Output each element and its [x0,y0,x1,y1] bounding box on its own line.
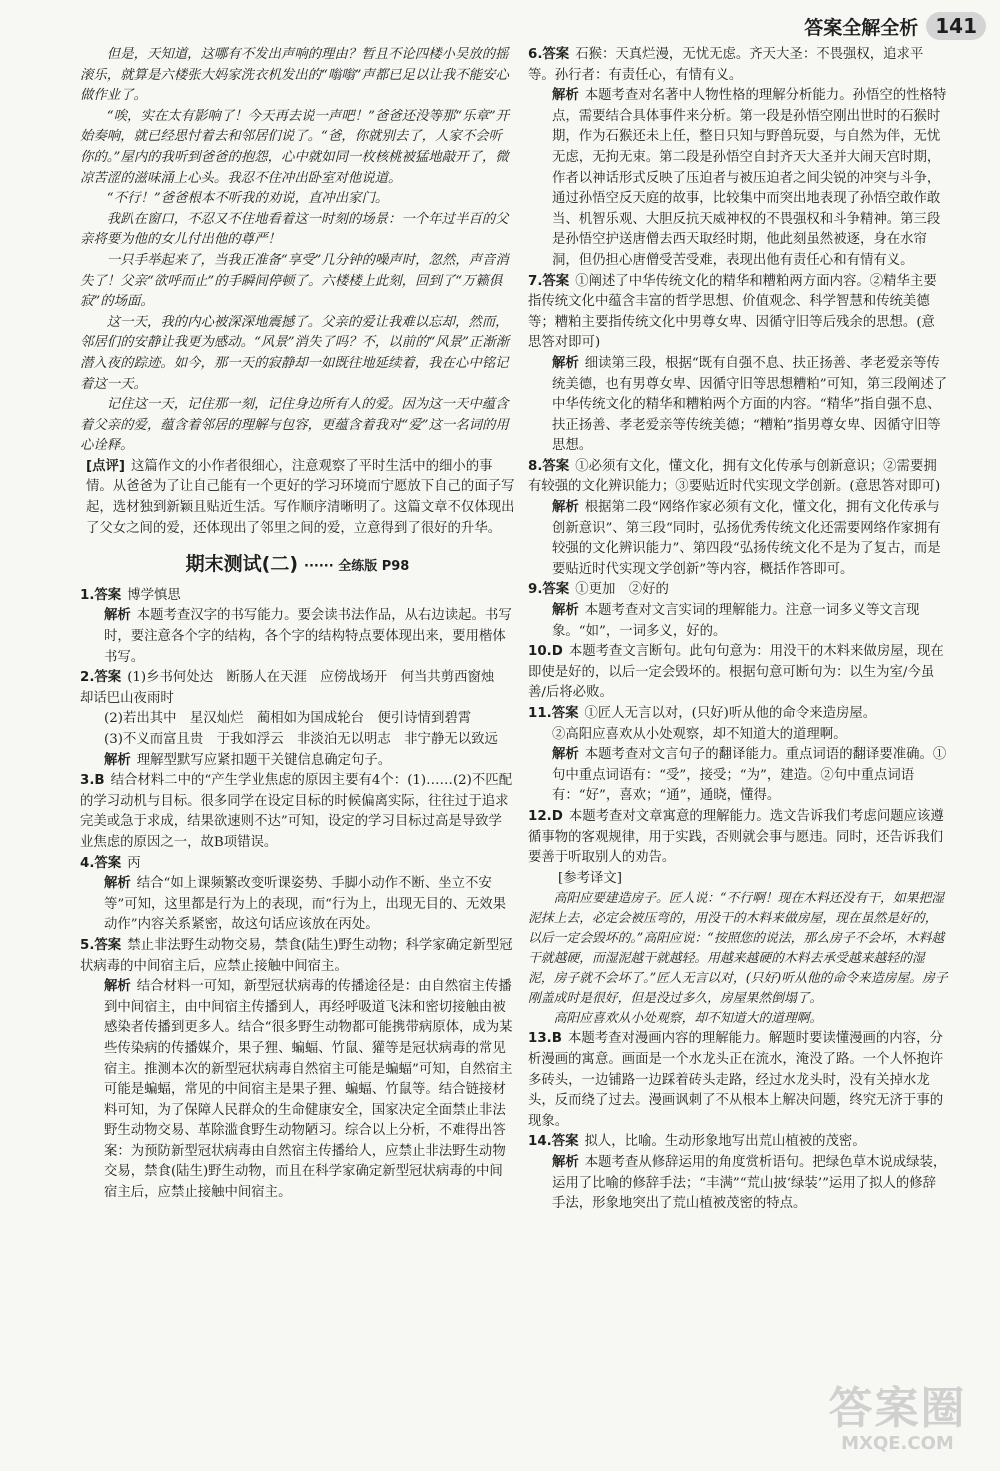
answer-text: 石猴：天真烂漫，无忧无虑。齐天大圣：不畏强权，追求平等。孙行者：有责任心，有情有义。 [528,47,924,83]
answer-label: 解析 [104,608,131,624]
right-answer-list [528,45,948,869]
answer-line [528,1153,948,1215]
answer-line [528,725,948,746]
comment-block [80,457,515,539]
answer-line [528,1132,948,1153]
answer-text: 本题考查对文言句子的翻译能力。重点词语的翻译要准确。①句中重点词语有：“受”，接受；“为”，建造。②句中重点词语有：“好”，喜欢；“通”，通晓，懂得。 [552,747,947,804]
answer-label: 7.答案 [528,273,570,289]
answer-text: 本题考查从修辞运用的角度赏析语句。把绿色草木说成绿装，运用了比喻的修辞手法；“丰满”“荒山披‘绿装’”运用了拟人的修辞手法，形象地突出了荒山植被茂密的特点。 [552,1154,947,1212]
answer-line [80,874,515,936]
answer-text: 结合“如上课频繁改变听课姿势、手脚小动作不断、坐立不安等”可知，这里都是行为上的表现，而“行为上，出现无目的、无效果动作”内容关系紧密，故这句话应该放在丙处。 [104,876,507,933]
answer-line [528,745,948,807]
essay-paragraph: 但是，天知道，这哪有不发出声响的理由？暂且不论四楼小吴放的摇滚乐，就算是六楼张大妈家洗衣机发出的“嗡嗡”声都已足以让我不能安心做作业了。 [80,47,509,104]
answer-label: 3.B [80,773,105,789]
answer-text: (2)若出其中 星汉灿烂 蔺相如为国成轮台 便引诗情到碧霄 [104,711,472,727]
essay-paragraph: “唉，实在太有影响了！今天再去说一声吧！”爸爸还没等那“乐章”开始奏响，就已经思忖着去和邻居们说了。“爸，你就别去了，人家不会听你的。”屋内的我听到爸爸的抱怨，心中就如同一枚核桃被猛地敲开了，微凉苦涩的滋味涌上心头。我忍不住冲出卧室对他说道。 [80,108,510,186]
essay-paragraph: “不行！”爸爸根本不听我的劝说，直冲出家门。 [106,191,389,207]
essay-paragraph: 这一天，我的内心被深深地震撼了。父亲的爱让我难以忘却，然而，邻居们的安静让我更为感动。“风景”消失了吗？不，以前的“风景”正渐渐潜入夜的踪迹。如今，那一天的寂静却一如既往地延续着，我在心中铭记着这一天。 [80,314,510,392]
answer-text: 本题考查对文章寓意的理解能力。选文告诉我们考虑问题应该遵循事物的客观规律，用于实践，否则就会事与愿违。同时，还告诉我们要善于听取别人的劝告。 [528,808,944,866]
page-number: 141 [926,12,986,40]
answer-label: 9.答案 [528,582,570,598]
answer-label: 2.答案 [80,670,122,686]
watermark-site: MXQE.COM [841,1433,954,1454]
answer-label: 14.答案 [528,1134,579,1150]
answer-line [528,272,948,354]
comment-text: 这篇作文的小作者很细心，注意观察了平时生活中的细小的事情。从爸爸为了让自己能有一个更好的学习环境而宁愿放下自己的面子写起，选材独到新颖且贴近生活。写作顺序清晰明了。这篇文章不仅体现出了父女之间的爱，还体现出了邻里之间的爱，立意得到了很好的升华。 [86,458,515,536]
left-answer-list [80,586,515,1204]
answer-label: 12.D [528,808,563,824]
answer-line [528,1029,948,1132]
answer-line [80,936,515,977]
answer-text: 本题考查对漫画内容的理解能力。解题时要读懂漫画的内容，分析漫画的寓意。画面是一个水龙头正在流水，淹没了路。一个人怀抱许多砖头，一边铺路一边踩着砖头走路，经过水龙头时，没有关掉水龙头，反而绕了过去。漫画讽刺了不从根本上解决问题，终究无济于事的现象。 [528,1031,944,1129]
answer-label: 4.答案 [80,855,122,871]
essay-paragraph: 记住这一天，记住那一刻，记住身边所有人的爱。因为这一天中蕴含着父亲的爱，蕴含着邻居的理解与包容，更蕴含着我对“爱”这一名词的用心诠释。 [80,397,509,454]
answer-line [528,86,948,271]
answer-text: 博学慎思 [127,587,181,603]
answer-text: 结合材料一可知，新型冠状病毒的传播途径是：由自然宿主传播到中间宿主，由中间宿主传播到人，再经呼吸道飞沫和密切接触由被感染者传播到更多人。结合“很多野生动物都可能携带病原体，成为某些传染病的传播媒介，果子狸、蝙蝠、竹鼠、獾等是冠状病毒的常见宿主。推测本次的新型冠状病毒自然宿主可能是蝙蝠”可知，自然宿主可能是蝙蝠，常见的中间宿主是果子狸、蝙蝠、竹鼠等。结合链接材料可知，为了保障人民群众的生命健康安全，国家决定全面禁止非法野生动物交易、革除滥食野生动物陋习。综合以上分析，不难得出答案：为预防新型冠状病毒由自然宿主传播给人，应禁止非法野生动物交易，禁食(陆生)野生动物，而且在科学家确定新型冠状病毒的中间宿主后，应禁止接触中间宿主。 [104,979,513,1201]
answer-label: 1.答案 [80,587,122,603]
answer-label: 解析 [104,979,131,995]
section-title-text: 期末测试(二) [185,553,299,576]
answer-label: 解析 [552,500,579,516]
answer-text: 理解型默写应紧扣题干关键信息确定句子。 [136,752,392,768]
comment-label: [点评] [86,458,126,474]
answer-label: 6.答案 [528,47,570,62]
answer-text: (1)乡书何处达 断肠人在天涯 应傍战场开 何当共剪西窗烛 却话巴山夜雨时 [80,670,508,706]
header-title: 答案全解全析 [804,16,919,39]
essay-paragraph: 一只手举起来了，当我正准备“享受”几分钟的噪声时，忽然，声音消失了！父亲“欲呼而止”的手瞬间停顿了。六楼楼上此刻，回到了“万籁俱寂”的场面。 [80,252,509,310]
answer-text: ②高阳应喜欢从小处观察，却不知道大的道理啊。 [552,726,847,742]
watermark-logo [815,1385,980,1463]
section-title [80,554,515,578]
answer-line [80,668,515,709]
answer-line [528,807,948,869]
answer-line [528,580,948,601]
answer-line [80,730,515,751]
answer-text: ①阐述了中华传统文化的精华和糟粕两方面内容。②精华主要指传统文化中蕴含丰富的哲学思想、价值观念、科学智慧和传统美德等；糟粕主要指传统文化中男尊女卑、因循守旧等后残余的思想。(意思答对即可) [528,273,937,351]
answer-line [80,854,515,875]
answer-label: 解析 [104,876,131,892]
section-ref: ······ 全练版 P98 [304,559,410,575]
answer-label: 5.答案 [80,937,122,953]
answer-label: 解析 [552,88,579,104]
answer-line [80,751,515,772]
answer-line [528,704,948,725]
page-header [804,12,986,40]
answer-label: 解析 [552,1154,579,1170]
answer-text: 本题考查汉字的书写能力。要会读书法作品，从右边读起。书写时，要注意各个字的结构，各个字的结构特点要体现出来，要用楷体书写。 [104,608,512,665]
answer-text: 本题考查文言断句。此句句意为：用没干的木料来做房屋，现在即使是好的，以后一定会毁坏的。根据句意可断句为：以生为室/今虽善/后将必败。 [528,644,944,701]
answer-label: 解析 [552,747,579,763]
right-answer-list-2 [528,1029,948,1214]
answer-label: 13.B [528,1031,562,1047]
answer-line [528,45,948,86]
answer-text: ①匠人无言以对，(只好)听从他的命令来造房屋。 [584,706,877,721]
answer-text: (3)不义而富且贵 于我如浮云 非淡泊无以明志 非宁静无以致远 [104,732,498,747]
translation-paragraph: 高阳应喜欢从小处观察，却不知道大的道理啊。 [553,1011,823,1027]
answer-line [528,601,948,642]
left-column [80,45,515,1204]
answer-line [528,354,948,457]
essay-paragraph: 我趴在窗口，不忍又不住地看着这一时刻的场景：一个年过半百的父亲将要为他的女儿付出他的尊严！ [80,211,509,248]
answer-text: ①必须有文化，懂文化，拥有文化传承与创新意识；②需要拥有较强的文化辨识能力；③要贴近时代实现文学创新。(意思答对即可) [528,458,941,495]
answer-label: 解析 [552,603,579,619]
answer-text: ①更加 ②好的 [575,582,669,598]
answer-label: 10.D [528,644,563,660]
right-column [528,45,948,1215]
answer-line [80,977,515,1204]
answer-line [528,498,948,580]
answer-text: 拟人，比喻。生动形象地写出荒山植被的茂密。 [584,1134,866,1150]
answer-label: 8.答案 [528,458,570,474]
answer-text: 禁止非法野生动物交易，禁食(陆生)野生动物；科学家确定新型冠状病毒的中间宿主后，应禁止接触中间宿主。 [80,937,513,974]
answer-text: 根据第二段“网络作家必须有文化，懂文化，拥有文化传承与创新意识”、第三段“同时，弘扬优秀传统文化还需要网络作家拥有较强的文化辨识能力”、第四段“弘扬传统文化不是为了复古，而是要贴近时代实现文学创新”等内容，概括作答即可。 [552,500,941,577]
answer-text: 本题考查对文言实词的理解能力。注意一词多义等文言现象。“如”，一词多义，好的。 [552,603,920,639]
answer-label: 解析 [552,355,579,371]
answer-line [80,586,515,607]
answer-text: 本题考查对名著中人物性格的理解分析能力。孙悟空的性格特点，需要结合具体事件来分析。第一段是孙悟空刚出世时的石猴时期，作为石猴还未上任，整日只知与野兽玩耍，与自然为伴，无忧无虑，无拘无束。第二段是孙悟空自封齐天大圣并大闹天宫时期，作者以神话形式反映了压迫者与被压迫者之间尖锐的冲突与斗争，通过孙悟空反天庭的故事，比较集中而突出地表现了孙悟空敢作敢当、机智乐观、大胆反抗天威神权的不畏强权和斗争精神。第三段是孙悟空护送唐僧去西天取经时期，他此刻虽然被逐，身在水帘洞，但仍担心唐僧受苦受难，表现出他有责任心和有情有义。 [552,88,947,268]
answer-line [80,709,515,730]
answer-label: 解析 [104,752,131,768]
answer-text: 丙 [127,855,141,871]
watermark-text: 答案圈 [828,1383,967,1434]
answer-text: 细读第三段，根据“既有自强不息、扶正扬善、孝老爱亲等传统美德，也有男尊女卑、因循守旧等思想糟粕”可知，第三段阐述了中华传统文化的精华和糟粕两个方面的内容。“精华”指自强不息、扶正扬善、孝老爱亲等传统美德；“糟粕”指男尊女卑、因循守旧等思想。 [552,355,948,454]
essay [80,45,515,457]
answer-line [528,642,948,704]
translation-title: [参考译文] [558,870,623,886]
translation-paragraph: 高阳应要建造房子。匠人说：“不行啊！现在木料还没有干，如果把湿泥抹上去，必定会被压弯的，用没干的木料来做房屋，现在虽然是好的，以后一定会毁坏的。”高阳应说：“按照您的说法，那么房子不会坏，木料越干就越硬，而湿泥越干就越轻。用越来越硬的木料去承受越来越轻的湿泥，房子就不会坏了。”匠人无言以对，(只好)听从他的命令来造房屋。房子刚盖成时是很好，但是没过多久，房屋果然倒塌了。 [528,891,948,1007]
answer-line [528,457,948,498]
answer-line [80,606,515,668]
answer-line [80,771,515,853]
answer-label: 11.答案 [528,706,579,721]
answer-text: 结合材料二中的“产生学业焦虑的原因主要有4个：(1)……(2)不匹配的学习动机与目标。很多同学在设定目标的时候偏离实际，往往过于追求完美或急于求成，结果欲速则不达”可知，设定的学习目标过高是导致学业焦虑的原因之一，故B项错误。 [80,773,513,850]
